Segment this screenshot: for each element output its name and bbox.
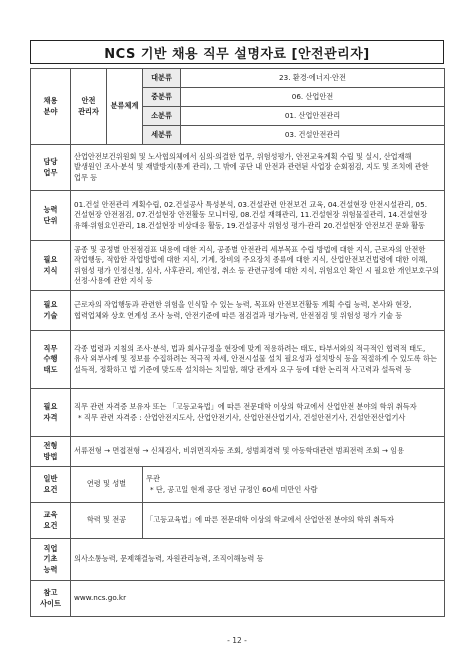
recruit-field-value-text: 안전 관리자: [78, 96, 99, 116]
middle-category-value: 06. 산업안전: [181, 88, 445, 107]
classification-system-label: [107, 69, 143, 145]
knowledge-text: 공종 및 공정별 안전점검표 내용에 대한 지식, 공종별 안전관리 세부목표 수립 방법에 대한 지식, 근로자의 안전한 작업행동, 적합한 작업방법에 대한 지식, 기계, 장비의 주요장치 종류에 대한 지식, 산업안전보건법령에 대한 이해, 위험성 평가 인정신청, 심사, 사후관리, 재인정, 취소 등 관련규정에 대한 지식, 위험요인 확인 시 필요한 개인보호구의 선정·사용에 관한 지식 등: [71, 241, 445, 291]
general-requirement-row: [31, 467, 445, 503]
competency-unit-label: [31, 191, 71, 241]
education-requirement-label-text: 교육 요건: [43, 510, 58, 530]
recruit-field-label-text: 채용 분야: [43, 96, 58, 116]
basic-competency-text: 의사소통능력, 문제해결능력, 자원관리능력, 조직이해능력 등: [71, 539, 445, 581]
duty-row: [31, 145, 445, 191]
education-major-value: 「고등교육법」에 따른 전문대학 이상의 학교에서 산업안전 분야의 학위 취득자: [143, 503, 445, 539]
general-requirement-label: [31, 467, 71, 503]
qualification-main-text: 직무 관련 자격증 보유자 또는 「고등교육법」에 따른 전문대학 이상의 학교에서 산업안전 분야의 학위 취득자: [74, 402, 417, 412]
age-gender-cell: [143, 467, 445, 503]
classification-row: [31, 69, 445, 88]
selection-process-text: 서류전형 → 면접전형 → 신체검사, 비위면직자등 조회, 성범죄경력 및 아동학대관련 범죄전력 조회 → 임용: [71, 437, 445, 467]
basic-competency-label: [31, 539, 71, 581]
education-requirement-label: [31, 503, 71, 539]
skill-label: [31, 291, 71, 331]
age-gender-label: 연령 및 성별: [71, 467, 143, 503]
major-category-value: 23. 환경·에너지·안전: [181, 69, 445, 88]
qualification-label-text: 필요 자격: [43, 402, 58, 422]
competency-unit-label-text: 능력 단위: [43, 205, 58, 225]
knowledge-label-text: 필요 지식: [43, 255, 58, 275]
classification-system-text: 분류체계: [110, 101, 139, 111]
duty-label: [31, 145, 71, 191]
qualification-cell: [71, 389, 445, 437]
attitude-label-text: 직무 수행 태도: [43, 343, 58, 374]
basic-competency-row: [31, 539, 445, 581]
qualification-note-text: * 직무 관련 자격증 : 산업안전지도사, 산업안전기사, 산업안전산업기사, 건설안전기사, 건설안전산업기사: [78, 412, 406, 422]
skill-label-text: 필요 기술: [43, 300, 58, 320]
knowledge-label: [31, 241, 71, 291]
recruit-field-label: [31, 69, 71, 145]
reference-site-label-text: 참고 사이트: [40, 588, 61, 608]
selection-process-row: [31, 437, 445, 467]
sub-category-value: 03. 건설안전관리: [181, 126, 445, 145]
knowledge-row: [31, 241, 445, 291]
education-requirement-row: [31, 503, 445, 539]
reference-site-label: [31, 581, 71, 617]
reference-site-row: [31, 581, 445, 617]
competency-unit-row: [31, 191, 445, 241]
attitude-label: [31, 331, 71, 389]
attitude-row: [31, 331, 445, 389]
reference-site-link[interactable]: www.ncs.go.kr: [71, 581, 445, 617]
selection-process-label-text: 전형 방법: [43, 441, 58, 461]
minor-category-value: 01. 산업안전관리: [181, 107, 445, 126]
skill-row: [31, 291, 445, 331]
recruit-field-value: [71, 69, 107, 145]
qualification-row: [31, 389, 445, 437]
education-major-label: 학력 및 전공: [71, 503, 143, 539]
sub-category-label: 세분류: [143, 126, 181, 145]
attitude-text: 각종 법령과 지침의 조사·분석, 법과 회사규정을 현장에 맞게 적용하려는 태도, 타부서와의 적극적인 협력적 태도, 유사 외부사례 및 정보를 수집하려는 적극적 자세, 안전시설물 설치 필요성과 설치방식 등을 적절하게 수 있도록 하는 설득적, 정확하고 법 기준에 맞도록 설치하는 치밀함, 해당 관계자 요구 등에 대한 논리적 사고력과 설득력 등: [71, 331, 445, 389]
basic-competency-label-text: 직업 기초 능력: [43, 543, 58, 574]
major-category-label: 대분류: [143, 69, 181, 88]
skill-text: 근로자의 작업행동과 관련한 위험을 인식할 수 있는 능력, 목표와 안전보건활동 계획 수립 능력, 본사와 현장, 협력업체와 상호 연계성 조사 능력, 안전기준에 따른 점검결과 평가능력, 안전점검 및 위험성 평가 기술 등: [71, 291, 445, 331]
middle-category-label: 중분류: [143, 88, 181, 107]
minor-category-label: 소분류: [143, 107, 181, 126]
duty-text: 산업안전보건위원회 및 노사협의체에서 심의·의결한 업무, 위험성평가, 안전교육계획 수립 및 실시, 산업재해 발생원인 조사·분석 및 재발방지(통계 관리), 그 밖에 공단 내 안전과 관련된 사업장 순회점검, 지도 및 조치에 관한 업무 등: [71, 145, 445, 191]
page-number: - 12 -: [227, 636, 247, 645]
qualification-label: [31, 389, 71, 437]
age-gender-value: 무관: [146, 474, 160, 484]
selection-process-label: [31, 437, 71, 467]
duty-label-text: 담당 업무: [43, 157, 58, 177]
general-requirement-label-text: 일반 요건: [43, 474, 58, 494]
document-title: NCS 기반 채용 직무 설명자료 [안전관리자]: [30, 40, 444, 64]
age-gender-note: * 단, 공고일 현재 공단 정년 규정인 60세 미만인 사람: [150, 484, 318, 494]
job-description-table: [30, 68, 445, 617]
competency-unit-text: 01.건설 안전관리 계획수립, 02.건설공사 특성분석, 03.건설관련 안전보건 교육, 04.건설현장 안전시설관리, 05.건설현장 안전점검, 07.건설현장 안전활동 모니터링, 08.건설 재해관리, 11.건설현장 위험물질관리, 14.건설현장 유해·위험요인관리, 18.건설현장 비상대응 활동, 19.건설공사 위험성 평가·관리 20.건설현장 안전보건 문화 활동: [71, 191, 445, 241]
